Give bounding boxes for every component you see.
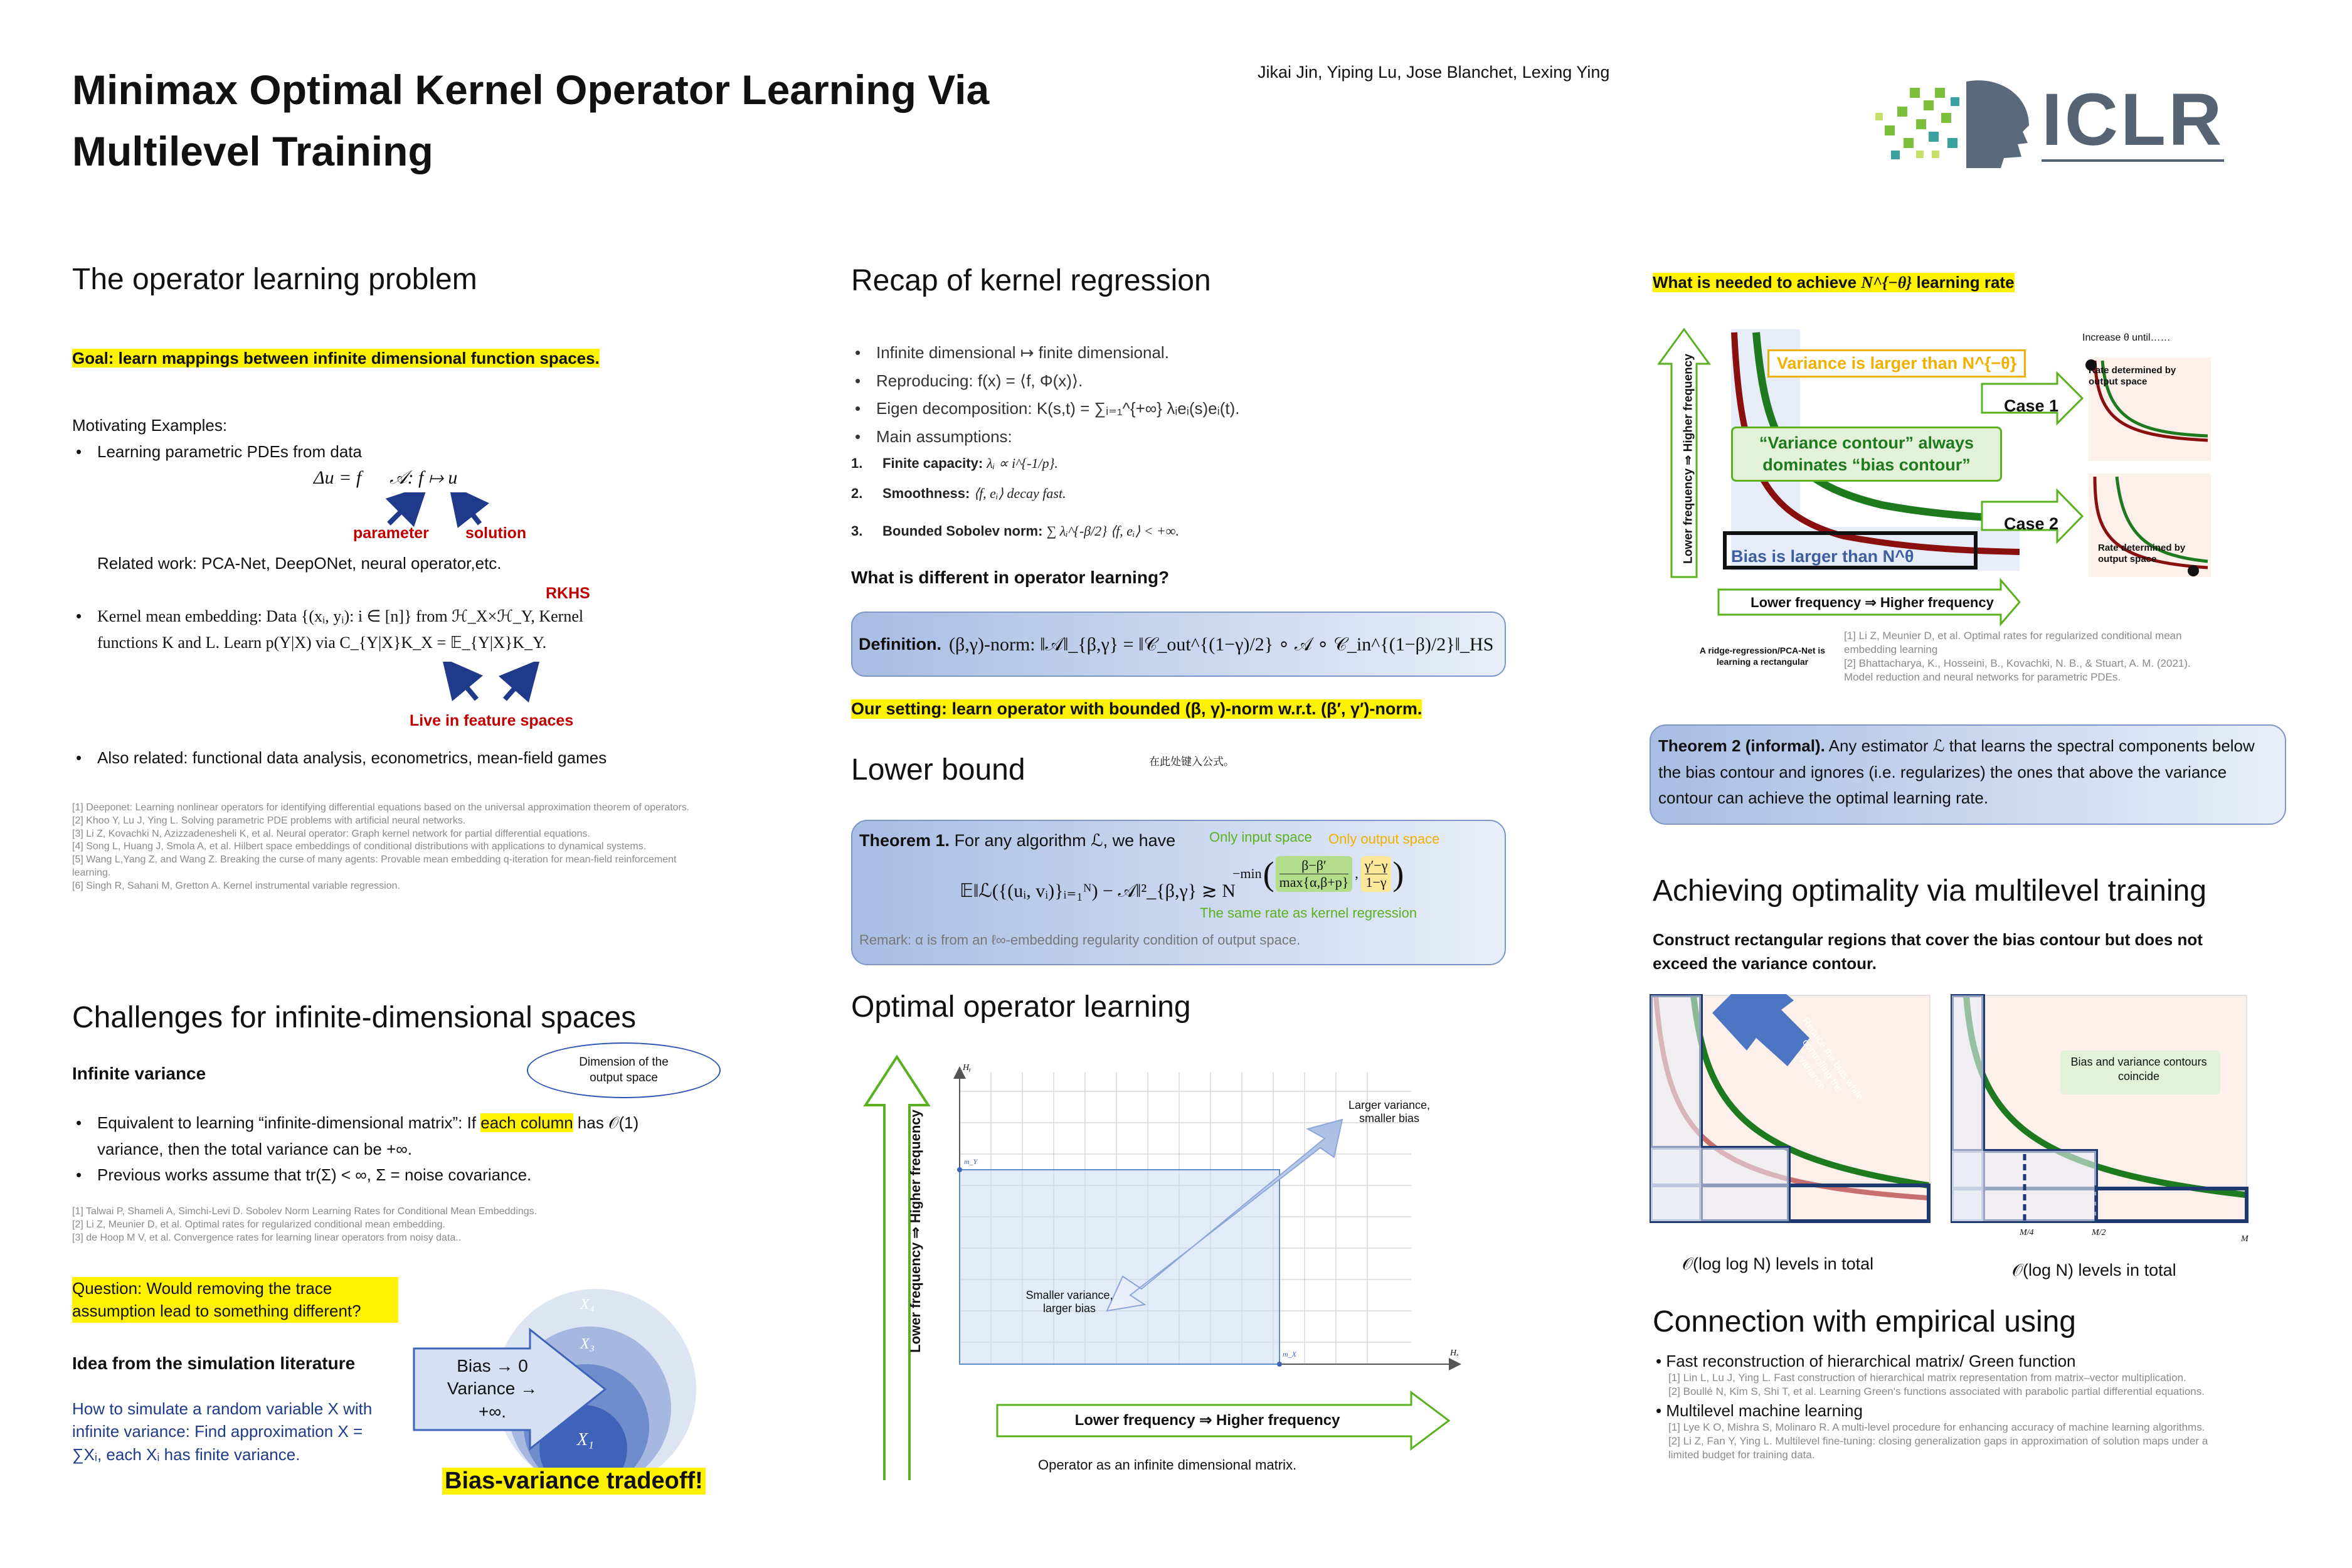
theorem1-exponent: −min ( β−β′ max{α,β+p} , $\frac{\gamma'-\gamma}{1-\gamma}$ ) [1232, 855, 1404, 893]
iclr-logo-text: ICLR [2042, 78, 2225, 161]
section-title-optimal-operator: Optimal operator learning [851, 990, 1191, 1024]
iclr-logo [1872, 69, 2242, 169]
feature-space-label: Live in feature spaces [410, 712, 574, 729]
case2-label: Case 2 [2004, 514, 2059, 533]
section-title-kernel-regression: Recap of kernel regression [851, 264, 1211, 297]
pde-equation: Δu = f 𝒜: f ↦ u [314, 467, 458, 488]
kernel-embedding-list [72, 603, 674, 655]
fraction-input-den: max{α,β+p} [1279, 874, 1349, 890]
section-title-operator-learning: The operator learning problem [72, 263, 477, 296]
question-box [72, 1277, 398, 1323]
bullet-kernel-embedding [72, 603, 674, 655]
variance-larger-label: Variance is larger than N^{−θ} [1767, 349, 2026, 378]
contour-x-axis-label: Lower frequency ⇒ Higher frequency [1751, 595, 1994, 610]
ref-item: [4] Song L, Huang J, Smola A, et al. Hilbert space embeddings of conditional distributions with applications to dynamical systems. [72, 841, 647, 852]
theorem1-remark: Remark: α is from an ℓ∞-embedding regularity condition of output space. [859, 932, 1301, 948]
assumption-1-label: Finite capacity: [882, 455, 983, 471]
empirical-item-1-text: Fast reconstruction of hierarchical matrix/ Green function [1666, 1352, 2076, 1370]
ref-item: [3] Li Z, Kovachki N, Azizzadenesheli K, et al. Neural operator: Graph kernel network for partial differential equations. [72, 828, 590, 839]
simulation-line1: How to simulate a random variable X with [72, 1399, 373, 1418]
only-output-label: Only output space [1328, 831, 1440, 847]
section-title-empirical: Connection with empirical using [1653, 1305, 2076, 1338]
kernel-embedding-line1: Kernel mean embedding: Data {(xᵢ, yᵢ): i ∈ [n]} from ℋ_X×ℋ_Y, Kernel [97, 607, 584, 625]
grid-my-label: m_Y [964, 1157, 978, 1166]
rkhs-label: RKHS [546, 585, 590, 602]
section-title-multilevel: Achieving optimality via multilevel training [1653, 874, 2207, 908]
assumption-2: 2. Smoothness: ⟨f, eᵢ⟩ decay fast. [851, 485, 1066, 501]
theorem1-label: Theorem 1. [859, 831, 950, 850]
heading-math: N^{−θ} [1861, 273, 1912, 292]
bullet-also-related: • Also related: functional data analysis, econometrics, mean-field games [72, 745, 699, 771]
grid-hy-label: Hᵧ [963, 1063, 972, 1073]
bullet-assumptions: • Main assumptions: [851, 423, 1478, 451]
theorem1-header [859, 831, 1175, 850]
bullet-reproducing: • Reproducing: f(x) = ⟨f, Φ(x)⟩. [851, 367, 1478, 395]
infinite-matrix-text-end: has 𝒪(1) [573, 1113, 639, 1132]
levels-loglog: 𝒪(log log N) levels in total [1682, 1254, 1874, 1273]
assumption-list [851, 457, 1179, 538]
definition-label: Definition. [859, 634, 941, 654]
output-space-bubble [527, 1042, 721, 1098]
empirical-item-2-refs [1668, 1421, 2239, 1462]
formula-placeholder-note: 在此处键入公式。 [1149, 756, 1234, 768]
solution-label: solution [465, 524, 527, 542]
also-related-list [72, 745, 699, 771]
construct-statement: Construct rectangular regions that cover the bias contour but does not exceed the variance contour. [1653, 930, 2203, 973]
kernel-embedding-line2: functions K and L. Learn p(Y|X) via C_{Y|X}K_X = 𝔼_{Y|X}K_Y. [97, 633, 547, 652]
grid-hx-label: Hₓ [1450, 1348, 1459, 1358]
fraction-output-den: 1−γ [1365, 874, 1387, 890]
infinite-matrix-line2: variance, then the total variance can be +∞. [97, 1139, 413, 1158]
motivating-examples: Motivating Examples: [72, 416, 228, 435]
ref-item: [2] Li Z, Fan Y, Ying L. Multilevel fine-tuning: closing generalization gaps in approximation of solution maps under a limited budget for training data. [1668, 1435, 2208, 1461]
bias-variance-arrow-text: Bias → 0 Variance → +∞. [447, 1356, 538, 1421]
bullet-eigen: • Eigen decomposition: K(s,t) = ∑ᵢ₌₁^{+∞} λᵢeᵢ(s)eᵢ(t). [851, 395, 1478, 423]
label-x4: X₄ [580, 1296, 595, 1313]
fraction-input-num: β−β′ [1279, 857, 1349, 874]
tick-m4: M/4 [2020, 1228, 2034, 1237]
kernel-regression-list [851, 339, 1478, 451]
matrix-y-axis-label: Lower frequency ⇒ Higher frequency [908, 1110, 923, 1353]
simulation-line2: infinite variance: Find approximation X = [72, 1422, 363, 1441]
definition-equation: (β,γ)-norm: ‖𝒜‖_{β,γ} = ‖𝒞_out^{(1−γ)/2} ∘ 𝒜 ∘ 𝒞_in^{(1−β)/2}‖_HS [948, 633, 1494, 655]
tick-m: M [2241, 1234, 2249, 1244]
feature-space-arrows [439, 662, 552, 706]
tradeoff-label: Bias-variance tradeoff! [442, 1468, 706, 1495]
bullet-infinite-matrix [72, 1110, 737, 1162]
theorem2-box [1650, 724, 2286, 825]
assumption-2-eq: ⟨f, eᵢ⟩ decay fast. [973, 485, 1066, 501]
authors: Jikai Jin, Yiping Lu, Jose Blanchet, Lexing Ying [1258, 63, 1610, 82]
col1-references [72, 802, 699, 893]
assumption-1-eq: λᵢ ∝ i^{-1/p}. [987, 455, 1058, 471]
bias-larger-label: Bias is larger than N^θ [1731, 547, 1914, 566]
reduce-bias-arrow-text: Reduce the bias while controlling the variance [1796, 1015, 1865, 1103]
parameter-label: parameter [353, 524, 429, 542]
learned-region [960, 1170, 1279, 1364]
empirical-list [1656, 1352, 2239, 1462]
rate-output-label-2: Rate determined by output space [2098, 543, 2186, 564]
ref-item: [1] Talwai P, Shameli A, Simchi-Levi D. Sobolev Norm Learning Rates for Conditional Mean Embeddings. [72, 1206, 538, 1217]
larger-variance-label: Larger variance, smaller bias [1348, 1099, 1431, 1125]
empirical-item-1-refs [1668, 1371, 2239, 1399]
ref-item: [1] Lye K O, Mishra S, Molinaro R. A multi-level procedure for enhancing accuracy of machine learning algorithms. [1668, 1421, 2205, 1434]
theorem2-text: Any estimator ℒ that learns the spectral components below the bias contour and ignores (i.e. regularizes) the ones that above the variance contour can achieve the optimal learning rate. [1658, 736, 2255, 808]
ref-item: [2] Boullé N, Kim S, Shi T, et al. Learning Green's functions associated with parabolic partial differential equations. [1668, 1385, 2205, 1398]
goal-highlight: Goal: learn mappings between infinite dimensional function spaces. [72, 349, 600, 368]
idea-heading: Idea from the simulation literature [72, 1353, 356, 1373]
motivating-list [72, 439, 699, 465]
empirical-item-2: • Multilevel machine learning [1656, 1401, 1863, 1421]
learning-rate-heading [1653, 273, 2015, 292]
ref-item: [3] de Hoop M V, et al. Convergence rates for learning linear operators from noisy data.. [72, 1232, 462, 1243]
coincide-label: Bias and variance contours coincide [2070, 1056, 2207, 1083]
increase-theta-label: Increase θ until…… [2082, 332, 2171, 343]
contour-statement: “Variance contour” always dominates “bias contour” [1731, 426, 2002, 482]
theorem1-equation: 𝔼‖ℒ({(uᵢ, vᵢ)}ᵢ₌₁ᴺ) − 𝒜‖²_{β,γ} ≳ N [960, 881, 1236, 901]
matrix-x-axis-label: Lower frequency ⇒ Higher frequency [1074, 1412, 1340, 1429]
theorem2-label: Theorem 2 (informal). [1658, 736, 1825, 755]
section-title-challenges: Challenges for infinite-dimensional spaces [72, 1001, 637, 1034]
contour-references [1844, 629, 2195, 684]
ref-item: [5] Wang L,Yang Z, and Wang Z. Breaking the curse of many agents: Provable mean embedding q-iteration for mean-field reinforcement learning. [72, 854, 677, 878]
theorem1-text: For any algorithm ℒ, we have [954, 831, 1176, 850]
ref-item: [6] Singh R, Sahani M, Gretton A. Kernel instrumental variable regression. [72, 880, 400, 891]
fraction-output-num: γ′−γ [1364, 857, 1388, 873]
simulation-line3: ∑Xᵢ, each Xᵢ has finite variance. [72, 1444, 300, 1464]
question-line2: assumption lead to something different? [72, 1301, 361, 1321]
ref-item: [1] Deeponet: Learning nonlinear operators for identifying differential equations based on the universal approximation theorem of operators. [72, 802, 690, 813]
label-x1: X₁ [577, 1430, 594, 1449]
assumption-1: 1. Finite capacity: λᵢ ∝ i^{-1/p}. [851, 455, 1058, 471]
bullet-finite-dim: • Infinite dimensional ↦ finite dimensional. [851, 339, 1478, 367]
infinite-matrix-text: Equivalent to learning “infinite-dimensional matrix”: If [97, 1113, 481, 1132]
title-line-1: Minimax Optimal Kernel Operator Learning Via [72, 66, 990, 113]
multilevel-diagram-log [1951, 994, 2252, 1232]
heading-post: learning rate [1912, 273, 2015, 292]
ridge-note: A ridge-regression/PCA-Net is learning a rectangular [1699, 645, 1826, 667]
fraction-output [1361, 856, 1392, 892]
operator-difference-question: What is different in operator learning? [851, 568, 1170, 587]
challenges-list [72, 1110, 737, 1189]
bullet-trace-assumption: • Previous works assume that tr(Σ) < ∞, Σ = noise covariance. [72, 1162, 737, 1189]
fraction-input [1276, 856, 1353, 892]
ref-item: [2] Li Z, Meunier D, et al. Optimal rates for regularized conditional mean embedding. [72, 1219, 445, 1230]
empirical-item-2-text: Multilevel machine learning [1666, 1401, 1863, 1421]
assumption-3-label: Bounded Sobolev norm: [882, 523, 1043, 539]
ref-item: [2] Khoo Y, Lu J, Ying L. Solving parametric PDE problems with artificial neural networks. [72, 815, 466, 826]
simulation-text [72, 1397, 372, 1466]
challenges-references [72, 1205, 699, 1244]
grid-mx-label: m_X [1283, 1350, 1296, 1359]
case1-label: Case 1 [2004, 396, 2059, 415]
smaller-variance-label: Smaller variance, larger bias [1025, 1289, 1113, 1315]
each-column-highlight: each column [480, 1113, 573, 1132]
exponent-min: −min [1232, 866, 1262, 881]
assumption-2-label: Smoothness: [882, 485, 970, 501]
bullet-pde: • Learning parametric PDEs from data [72, 439, 699, 465]
definition-box [851, 612, 1506, 677]
matrix-caption: Operator as an infinite dimensional matrix. [1038, 1457, 1297, 1473]
related-work: Related work: PCA-Net, DeepONet, neural operator,etc. [97, 554, 502, 573]
output-space-bubble-text: Dimension of the output space [579, 1055, 669, 1084]
infinite-variance-heading: Infinite variance [72, 1064, 206, 1083]
section-title-lower-bound: Lower bound [851, 753, 1025, 787]
rate-output-label-1: Rate determined by output space [2089, 365, 2176, 387]
title-line-2: Multilevel Training [72, 127, 433, 174]
ref-item: [1] Lin L, Lu J, Ying L. Fast construction of hierarchical matrix representation from matrix–vector multiplication. [1668, 1372, 2186, 1384]
heading-pre: What is needed to achieve [1653, 273, 1862, 292]
ref-item: [2] Bhattacharya, K., Hosseini, B., Kovachki, N. B., & Stuart, A. M. (2021). Model reduction and neural networks for parametric PDEs. [1844, 657, 2191, 684]
goal-statement [72, 349, 600, 368]
levels-log: 𝒪(log N) levels in total [2012, 1261, 2176, 1279]
contour-y-axis-label: Lower frequency ⇒ Higher frequency [1682, 354, 1695, 564]
question-line1: Question: Would removing the trace [72, 1279, 332, 1298]
setting-statement: Our setting: learn operator with bounded (β, γ)-norm w.r.t. (β′, γ′)-norm. [851, 699, 1422, 718]
only-input-label: Only input space [1209, 829, 1312, 845]
assumption-3: 3. Bounded Sobolev norm: ∑ λᵢ^{-β/2} ⟨f, eᵢ⟩ < +∞. [851, 523, 1179, 539]
empirical-item-1: • Fast reconstruction of hierarchical matrix/ Green function [1656, 1352, 2076, 1370]
assumption-3-eq: ∑ λᵢ^{-β/2} ⟨f, eᵢ⟩ < +∞. [1046, 523, 1179, 539]
tick-m2: M/2 [2092, 1228, 2106, 1237]
poster-title [72, 60, 989, 182]
ref-item: [1] Li Z, Meunier D, et al. Optimal rates for regularized conditional mean embedding learning [1844, 630, 2182, 656]
same-rate-label: The same rate as kernel regression [1200, 905, 1417, 921]
label-x3: X₃ [580, 1336, 595, 1352]
iclr-logo-icon [1872, 69, 2035, 169]
